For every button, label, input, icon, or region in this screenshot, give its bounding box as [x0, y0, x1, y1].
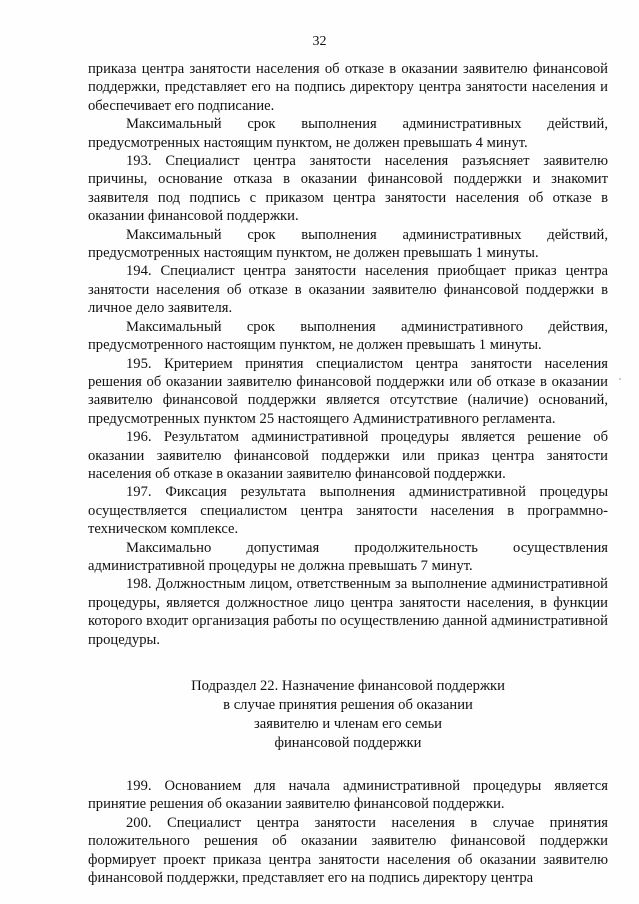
- paragraph: 199. Основанием для начала административной процедуры является принятие решения об оказании заявителю финансовой поддержки.: [88, 778, 608, 813]
- paragraph: 196. Результатом административной процедуры является решение об оказании заявителю финансовой поддержки или приказ центра занятости населения об отказе в оказании заявителю финансовой поддержки.: [88, 429, 608, 482]
- paragraph: Максимальный срок выполнения административных действий, предусмотренных настоящим пунктом, не должен превышать 1 минуты.: [88, 226, 608, 262]
- heading-line: финансовой поддержки: [274, 735, 422, 751]
- section-paragraphs-bottom: [88, 777, 608, 887]
- scan-artifact: [619, 378, 621, 380]
- subsection-heading: [88, 677, 608, 753]
- heading-line: в случае принятия решения об оказании: [223, 697, 473, 713]
- paragraph: 193. Специалист центра занятости населения разъясняет заявителю причины, основание отказа в оказании финансовой поддержки и знакомит заявителя под подпись с приказом центра занятости населения об отказе в оказании финансовой поддержки.: [88, 153, 608, 225]
- paragraph: 194. Специалист центра занятости населения приобщает приказ центра занятости населения об отказе в оказании заявителю финансовой поддержки в личное дело заявителя.: [88, 263, 608, 317]
- paragraph: 200. Специалист центра занятости населения в случае принятия положительного решения об оказании заявителю финансовой поддержки формирует проект приказа центра занятости населения об оказании заявителю финансовой поддержки, представляет его на подпись директору центра: [88, 814, 608, 887]
- heading-line: Подраздел 22. Назначение финансовой поддержки: [191, 678, 505, 694]
- paragraph: приказа центра занятости населения об отказе в оказании заявителю финансовой поддержки, представляет его на подпись директору центра занятости населения и обеспечивает его подписание.: [88, 61, 608, 114]
- section-paragraphs-top: [88, 60, 608, 649]
- paragraph: Максимально допустимая продолжительность осуществления административной процедуры не должна превышать 7 минут.: [88, 539, 608, 574]
- paragraph: Максимальный срок выполнения административного действия, предусмотренного настоящим пунктом, не должен превышать 1 минуты.: [88, 318, 608, 354]
- paragraph: 195. Критерием принятия специалистом центра занятости населения решения об оказании заявителю финансовой поддержки или об отказе в оказании заявителю финансовой поддержки является отсутствие (наличие) оснований, предусмотренных пунктом 25 настоящего Административного регламента.: [88, 355, 608, 427]
- document-body: [88, 60, 608, 887]
- paragraph: Максимальный срок выполнения административных действий, предусмотренных настоящим пунктом, не должен превышать 4 минут.: [88, 116, 608, 151]
- heading-line: заявителю и членам его семьи: [254, 716, 442, 732]
- page-number: 32: [312, 34, 327, 49]
- paragraph: 198. Должностным лицом, ответственным за выполнение административной процедуры, является должностное лицо центра занятости населения, в функции которого входит организация работы по осуществлению данной административной процедуры.: [88, 576, 608, 648]
- paragraph: 197. Фиксация результата выполнения административной процедуры осуществляется специалистом центра занятости населения в программно-техническом комплексе.: [88, 484, 608, 538]
